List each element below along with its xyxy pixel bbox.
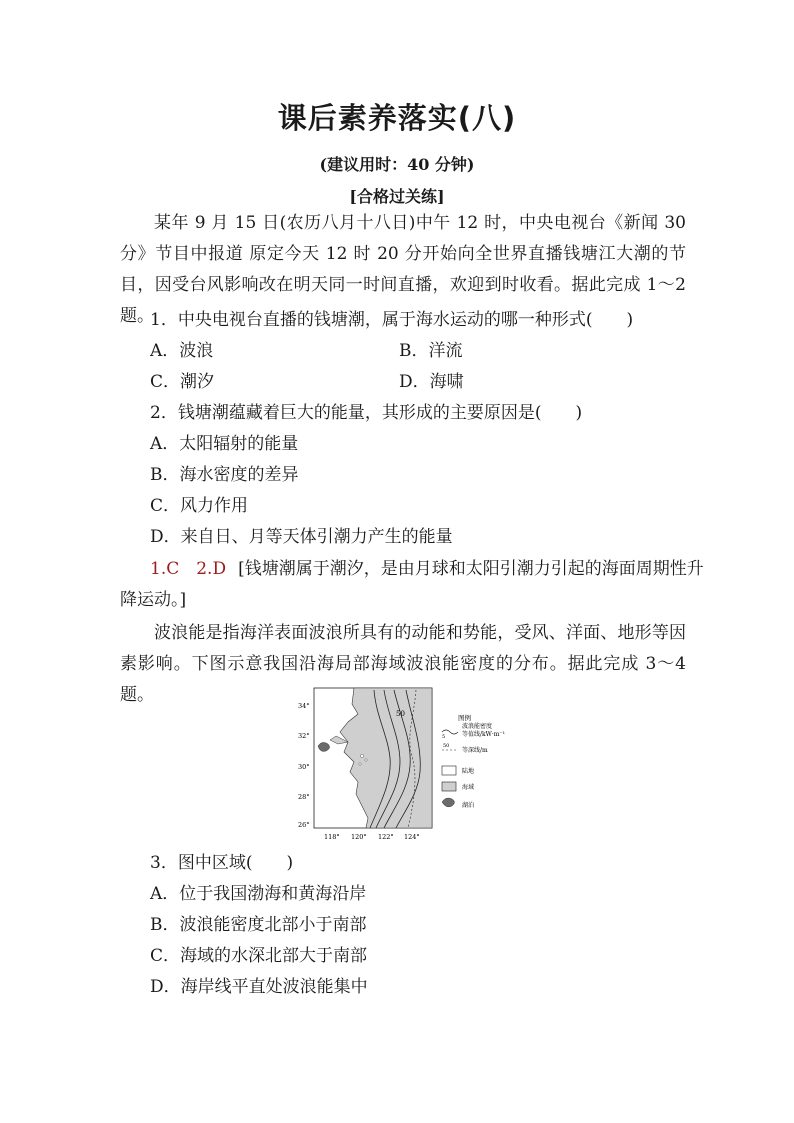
question-2-option-b: B．海水密度的差异 [150,465,299,485]
lon-label: 124° [404,833,420,841]
lat-label: 34° [298,702,310,710]
legend-lake-label: 湖泊 [462,802,475,809]
question-2-option-c: C．风力作用 [150,496,249,516]
lat-label: 32° [298,732,310,740]
question-2-option-a: A．太阳辐射的能量 [150,434,299,454]
legend-title: 图例 [458,714,471,722]
lon-label: 120° [351,833,367,841]
legend-sea-swatch [442,782,456,791]
question-1-option-b: B．洋流 [399,341,463,361]
question-3-option-b: B．波浪能密度北部小于南部 [150,915,367,935]
legend-land-label: 陆地 [462,768,475,775]
lon-label: 118° [324,833,340,841]
passage-2: 波浪能是指海洋表面波浪所具有的动能和势能，受风、洋面、地形等因素影响。下图示意我国沿海局部海域波浪能密度的分布。据此完成 3～4 题。 [120,623,686,705]
map-legend [442,713,505,809]
wave-energy-map [296,686,522,846]
question-2-stem: 2．钱塘潮蕴藏着巨大的能量，其形成的主要原因是( ) [150,403,583,423]
lat-label: 30° [298,763,310,771]
legend-lake-swatch [442,798,455,807]
question-1-option-d: D．海啸 [399,372,464,392]
section-heading: [合格过关练] [349,187,445,206]
question-3-option-c: C．海域的水深北部大于南部 [150,946,368,966]
question-3-stem: 3．图中区域( ) [150,853,294,873]
island [359,763,361,765]
question-1-stem: 1．中央电视台直播的钱塘潮，属于海水运动的哪一种形式( ) [150,310,634,330]
lat-label: 28° [298,793,310,801]
lat-label: 26° [298,821,310,829]
lon-label: 122° [378,833,394,841]
answer-1-2 [150,558,704,580]
island [365,759,367,761]
passage-1: 某年 9 月 15 日(农历八月十八日)中午 12 时，中央电视台《新闻 30 分》节目中报道 原定今天 12 时 20 分开始向全世界直播钱塘江大潮的节目，因受台风影响改在明天同一时间直播，欢迎到时收看。据此完成 1～2 题。 [120,213,686,326]
answer-explanation-cont: 降运动。] [120,590,187,610]
answer-explanation: [钱塘潮属于潮汐，是由月球和太阳引潮力引起的海面周期性升 [238,559,704,579]
legend-depth-value: 50 [443,743,450,749]
answer-key: 1.C 2.D [150,559,227,579]
question-1-option-c: C．潮汐 [150,372,215,392]
legend-wave-label-2: 等值线/kW·m⁻¹ [462,731,505,738]
suggested-time: (建议用时：40 分钟) [319,155,475,174]
depth-contour-label: 50 [396,710,405,718]
question-3-option-a: A．位于我国渤海和黄海沿岸 [150,884,367,904]
legend-land-swatch [442,766,456,775]
page-title: 课后素养落实(八) [277,101,517,135]
island [360,754,363,757]
question-1-option-a: A．波浪 [150,341,214,361]
legend-wave-value: 5 [442,734,446,740]
legend-sea-label: 海域 [462,784,475,791]
legend-depth-label: 等深线/m [462,747,488,754]
question-3-option-d: D．海岸线平直处波浪能集中 [150,977,368,997]
question-2-option-d: D．来自日、月等天体引潮力产生的能量 [150,527,453,547]
legend-wave-label-1: 波浪能密度 [462,723,493,730]
